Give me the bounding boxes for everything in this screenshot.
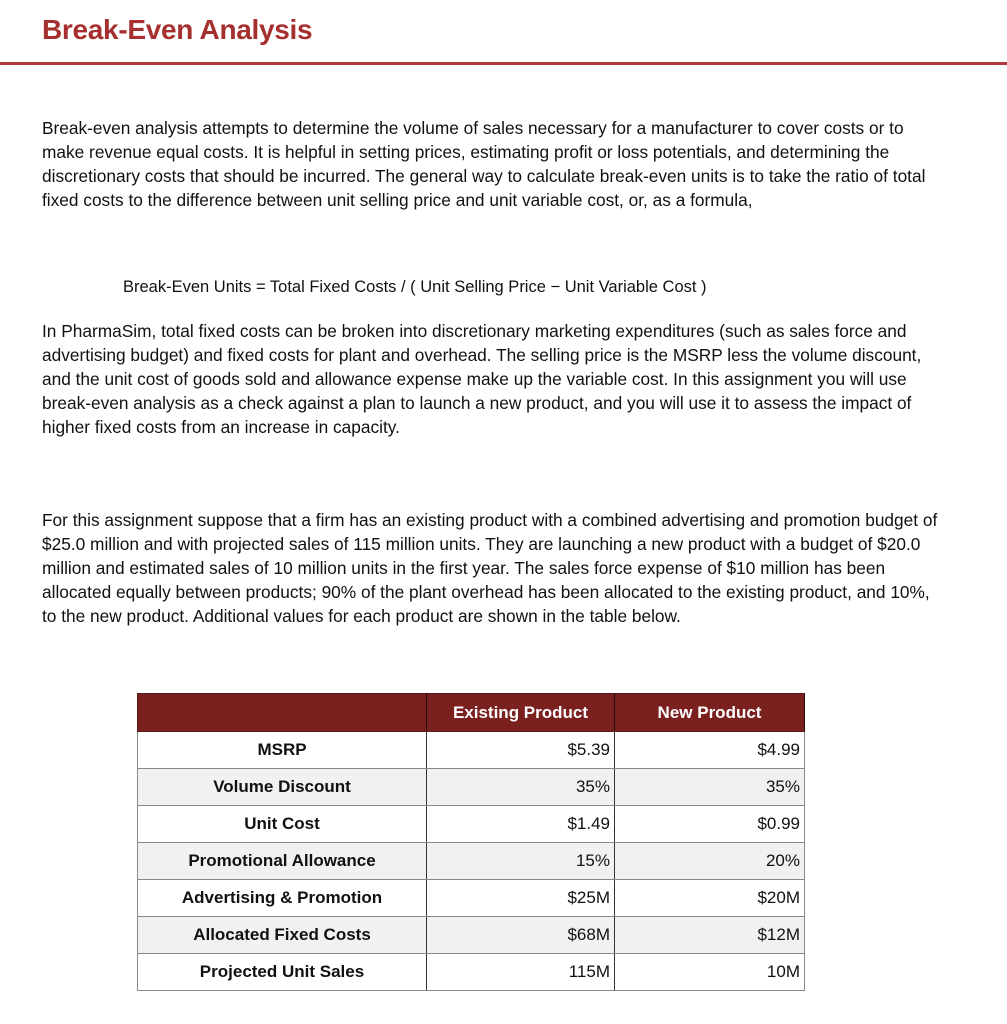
column-header-label: [138, 694, 427, 732]
new-product-value: 20%: [615, 843, 805, 880]
table-header-row: [138, 694, 805, 732]
new-product-value: $4.99: [615, 732, 805, 769]
table-row-unit-cost: [138, 806, 805, 843]
table-row-promotional-allowance: [138, 843, 805, 880]
title-divider: [0, 62, 1007, 65]
new-product-value: $0.99: [615, 806, 805, 843]
product-comparison-table: [137, 693, 805, 991]
row-label: MSRP: [138, 732, 427, 769]
new-product-value: $12M: [615, 917, 805, 954]
row-label: Advertising & Promotion: [138, 880, 427, 917]
existing-product-value: $25M: [427, 880, 615, 917]
existing-product-value: 35%: [427, 769, 615, 806]
table-row-advertising-promotion: [138, 880, 805, 917]
pharmasim-paragraph: In PharmaSim, total fixed costs can be broken into discretionary marketing expenditures (such as sales force and advertising budget) and fixed costs for plant and overhead. The selling price is the MSRP less the volume discount, and the unit cost of goods sold and allowance expense make up the variable cost. In this assignment you will use break-even analysis as a check against a plan to launch a new product, and you will use it to assess the impact of higher fixed costs from an increase in capacity.: [42, 321, 922, 437]
row-label: Allocated Fixed Costs: [138, 917, 427, 954]
column-header-new-product: New Product: [615, 694, 805, 732]
new-product-value: 35%: [615, 769, 805, 806]
page-title: Break-Even Analysis: [42, 14, 313, 45]
existing-product-value: $1.49: [427, 806, 615, 843]
table-row-msrp: [138, 732, 805, 769]
row-label: Unit Cost: [138, 806, 427, 843]
assignment-paragraph: For this assignment suppose that a firm has an existing product with a combined advertising and promotion budget of $25.0 million and with projected sales of 115 million units. They are launching a new product with a budget of $20.0 million and estimated sales of 10 million units in the first year. The sales force expense of $10 million has been allocated equally between products; 90% of the plant overhead has been allocated to the existing product, and 10%, to the new product. Additional values for each product are shown in the table below.: [42, 510, 938, 626]
row-label: Volume Discount: [138, 769, 427, 806]
intro-paragraph: Break-even analysis attempts to determine the volume of sales necessary for a manufacturer to cover costs or to make revenue equal costs. It is helpful in setting prices, estimating profit or loss potentials, and determining the discretionary costs that should be incurred. The general way to calculate break-even units is to take the ratio of total fixed costs to the difference between unit selling price and unit variable cost, or, as a formula,: [42, 118, 926, 210]
column-header-existing-product: Existing Product: [427, 694, 615, 732]
table-row-projected-unit-sales: [138, 954, 805, 991]
row-label: Projected Unit Sales: [138, 954, 427, 991]
new-product-value: $20M: [615, 880, 805, 917]
table-row-allocated-fixed-costs: [138, 917, 805, 954]
existing-product-value: $5.39: [427, 732, 615, 769]
new-product-value: 10M: [615, 954, 805, 991]
existing-product-value: 15%: [427, 843, 615, 880]
existing-product-value: $68M: [427, 917, 615, 954]
table-row-volume-discount: [138, 769, 805, 806]
row-label: Promotional Allowance: [138, 843, 427, 880]
existing-product-value: 115M: [427, 954, 615, 991]
break-even-formula: Break-Even Units = Total Fixed Costs / ( Unit Selling Price − Unit Variable Cost ): [123, 278, 707, 296]
